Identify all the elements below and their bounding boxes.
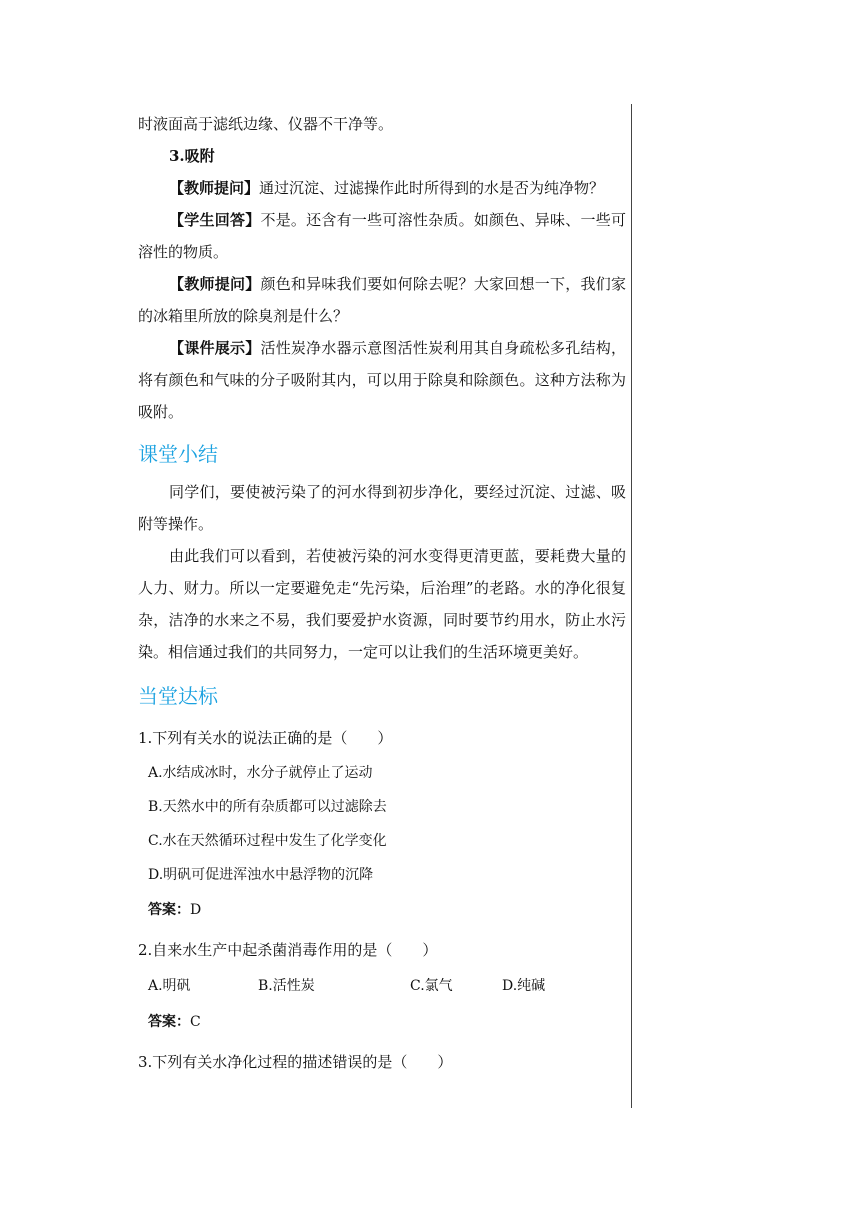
courseware-display <box>138 332 626 428</box>
summary-heading: 课堂小结 <box>138 442 218 466</box>
question-2-option-c: C.氯气 <box>410 978 453 994</box>
label-tag: 【教师提问】 <box>169 275 261 293</box>
question-3: 3.下列有关水净化过程的描述错误的是（ ） <box>138 1053 453 1071</box>
summary-paragraph-2: 由此我们可以看到，若使被污染的河水变得更清更蓝，要耗费大量的人力、财力。所以一定要避免走“先污染，后治理”的老路。水的净化很复杂，洁净的水来之不易，我们要爱护水资源，同时要节约用水，防止水污染。相信通过我们的共同努力，一定可以让我们的生活环境更美好。 <box>138 547 626 661</box>
question-1-option-b: B.天然水中的所有杂质都可以过滤除去 <box>148 799 387 815</box>
subsection-title: 3.吸附 <box>169 147 215 165</box>
summary-paragraph-1: 同学们，要使被污染了的河水得到初步净化，要经过沉淀、过滤、吸附等操作。 <box>138 483 626 533</box>
margin-rule <box>631 104 632 1108</box>
text-line: 时液面高于滤纸边缘、仪器不干净等。 <box>138 115 394 133</box>
page-content <box>138 108 626 1080</box>
body-text: 不是。还含有一些可溶性杂质。如颜色、异味、一些可溶性的物质。 <box>138 211 626 261</box>
teacher-question-2 <box>138 268 626 332</box>
body-text: 通过沉淀、过滤操作此时所得到的水是否为纯净物？ <box>259 179 605 197</box>
question-1-option-d: D.明矾可促进浑浊水中悬浮物的沉降 <box>148 867 374 883</box>
practice-heading: 当堂达标 <box>138 684 218 708</box>
answer-label: 答案： <box>148 1014 190 1030</box>
question-2-answer <box>138 1004 626 1040</box>
question-1-option-c: C.水在天然循环过程中发生了化学变化 <box>148 833 387 849</box>
label-tag: 【教师提问】 <box>169 179 260 197</box>
question-1: 1.下列有关水的说法正确的是（ ） <box>138 729 393 747</box>
body-text: 活性炭净水器示意图活性炭利用其自身疏松多孔结构，将有颜色和气味的分子吸附其内，可以用于除臭和除颜色。这种方法称为吸附。 <box>138 339 626 421</box>
question-2-option-a: A.明矾 <box>148 978 191 994</box>
question-2-options <box>138 968 626 1004</box>
answer-value: C <box>190 1014 201 1030</box>
question-2-option-d: D.纯碱 <box>502 978 546 994</box>
question-2: 2.自来水生产中起杀菌消毒作用的是（ ） <box>138 941 438 959</box>
student-answer-1 <box>138 204 626 268</box>
teacher-question-1 <box>138 172 626 204</box>
answer-label: 答案： <box>148 902 190 918</box>
label-tag: 【课件展示】 <box>169 339 261 357</box>
body-text: 颜色和异味我们要如何除去呢？大家回想一下，我们家的冰箱里所放的除臭剂是什么？ <box>138 275 626 325</box>
question-2-option-b: B.活性炭 <box>258 978 315 994</box>
answer-value: D <box>190 902 202 918</box>
label-tag: 【学生回答】 <box>169 211 261 229</box>
question-1-answer <box>138 892 626 928</box>
question-1-option-a: A.水结成冰时，水分子就停止了运动 <box>148 765 373 781</box>
